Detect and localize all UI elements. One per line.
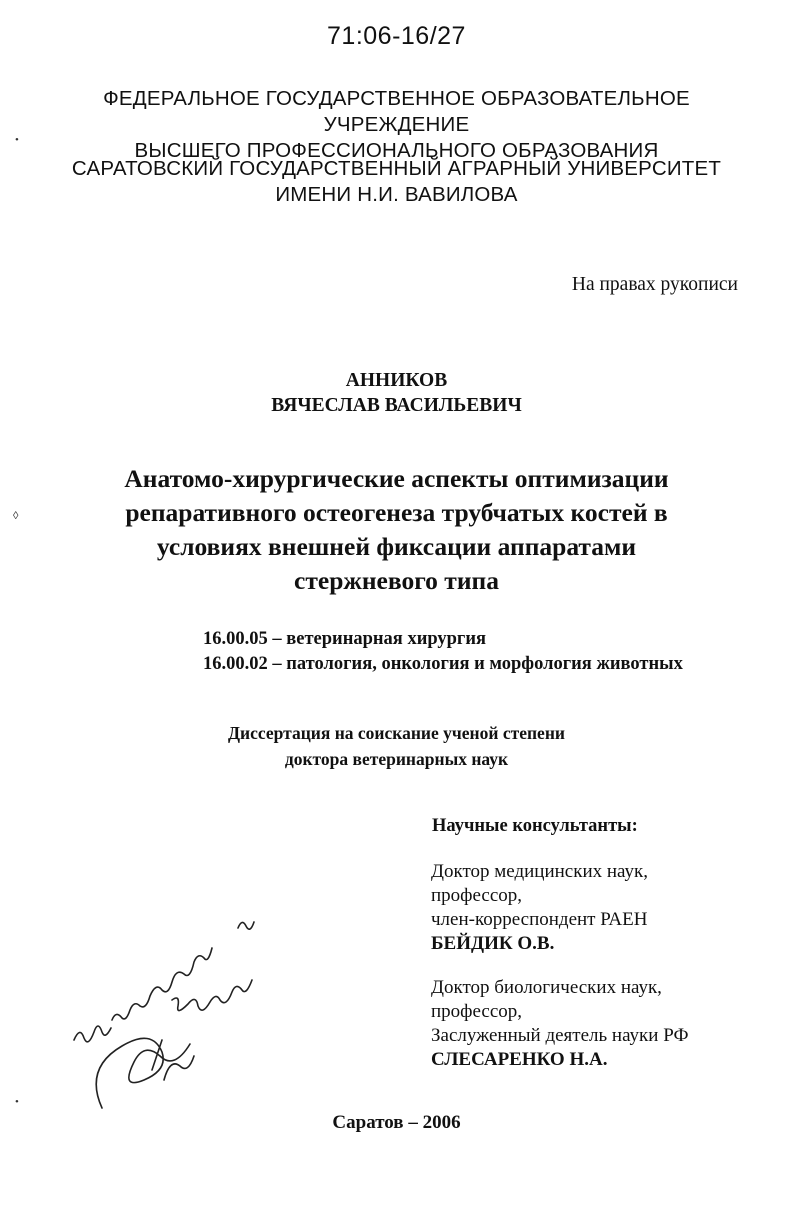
consultant-name: БЕЙДИК О.В. [431,933,555,954]
scan-mark-icon: • [15,134,19,146]
degree-line-2: доктора ветеринарных наук [284,749,509,769]
consultant-rank: член-корреспондент РАЕН [431,909,648,930]
author-name: ВЯЧЕСЛАВ ВАСИЛЬЕВИЧ [271,395,522,416]
consultants-heading: Научные консультанты: [432,816,638,836]
degree-line-1: Диссертация на соискание ученой степени [228,723,565,743]
handwritten-signature-icon [60,880,300,1130]
specialty-item: 16.00.02 – патология, онкология и морфология животных [203,654,683,674]
title-line-2: репаративного остеогенеза трубчатых костей в [125,498,668,527]
consultant-rank: Заслуженный деятель науки РФ [431,1025,689,1046]
scan-mark-icon: ◊ [13,510,19,522]
signature-stroke [96,1038,194,1108]
signature-stroke [74,948,212,1042]
consultant-name: СЛЕСАРЕНКО Н.А. [431,1049,608,1070]
consultant-first [431,860,648,956]
scan-mark-icon: • [15,1096,19,1108]
author-surname: АННИКОВ [345,370,448,391]
university-name [40,156,753,208]
institution-header [40,86,753,164]
signature-stroke [172,922,254,1011]
manuscript-rights: На правах рукописи [571,274,738,295]
university-line-1: САРАТОВСКИЙ ГОСУДАРСТВЕННЫЙ АГРАРНЫЙ УНИВЕРСИТЕТ [71,157,722,180]
title-line-3: условиях внешней фиксации аппаратами [156,532,637,561]
specialty-item: 16.00.05 – ветеринарная хирургия [203,629,487,649]
consultant-degree: Доктор биологических наук, [431,977,662,998]
registry-code: 71:06-16/27 [327,22,466,50]
author-block [0,368,793,418]
city-year: Саратов – 2006 [332,1112,461,1133]
degree-statement [0,720,793,772]
title-line-4: стержневого типа [294,566,499,595]
consultant-second [431,976,688,1072]
consultant-degree: Доктор медицинских наук, [431,861,648,882]
university-line-2: ИМЕНИ Н.И. ВАВИЛОВА [275,183,518,206]
consultant-title: профессор, [431,885,523,906]
institution-line-1: ФЕДЕРАЛЬНОЕ ГОСУДАРСТВЕННОЕ ОБРАЗОВАТЕЛЬНОЕ УЧРЕЖДЕНИЕ [103,87,690,136]
consultant-title: профессор, [431,1001,523,1022]
title-line-1: Анатомо-хирургические аспекты оптимизации [124,464,669,493]
dissertation-title [60,462,733,598]
specialties-list [203,627,683,677]
institution-line-2: ВЫСШЕГО ПРОФЕССИОНАЛЬНОГО ОБРАЗОВАНИЯ [134,139,659,162]
